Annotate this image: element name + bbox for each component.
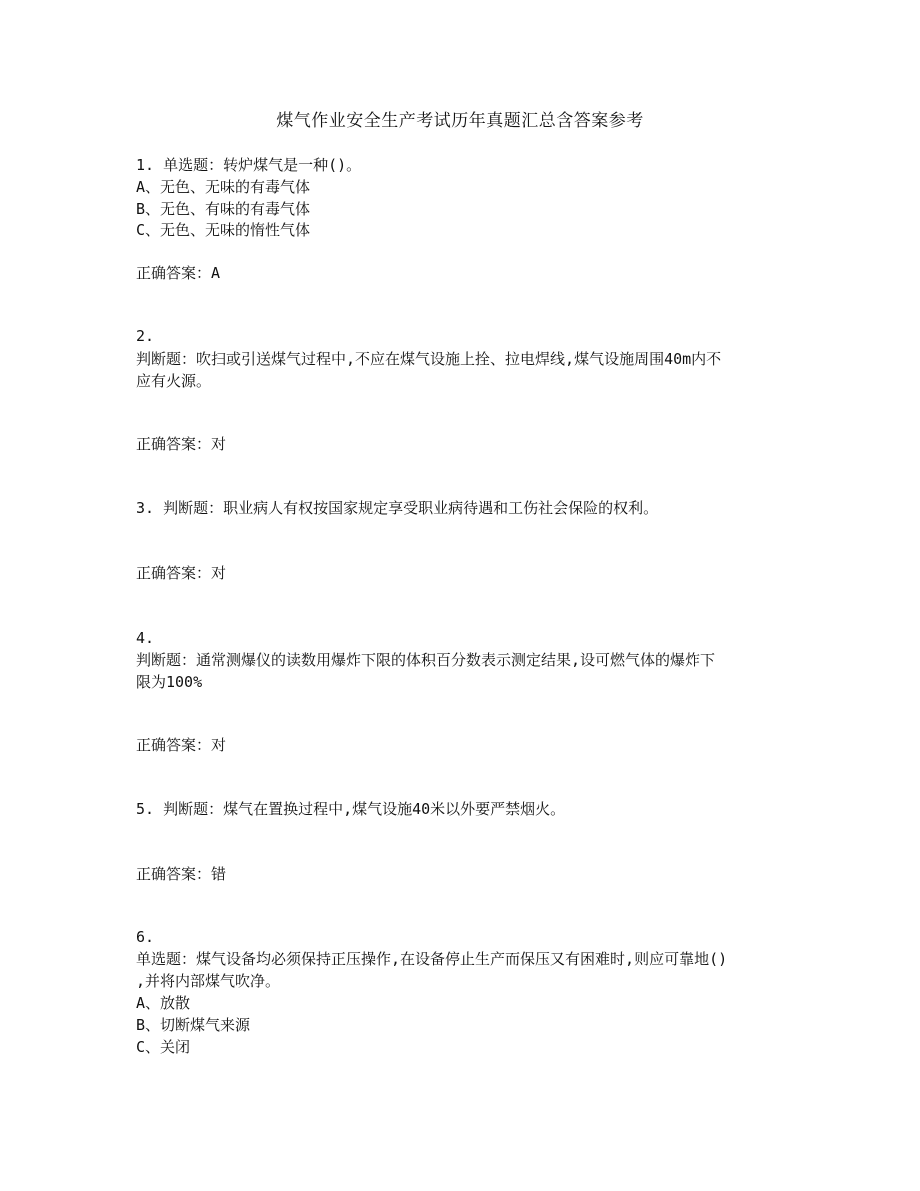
question-1-answer: 正确答案：A	[136, 264, 221, 282]
document-title: 煤气作业安全生产考试历年真题汇总含答案参考	[276, 111, 644, 131]
question-4-number: 4.	[136, 629, 155, 647]
question-1-option-c: C、无色、无味的惰性气体	[136, 221, 311, 239]
question-6-stem-line-2: ,并将内部煤气吹净。	[136, 972, 281, 990]
question-6-option-c: C、关闭	[136, 1038, 191, 1056]
question-4-stem-line-2: 限为100%	[136, 673, 203, 691]
question-4-answer: 正确答案：对	[136, 736, 227, 754]
question-6-option-b: B、切断煤气来源	[136, 1016, 251, 1034]
question-5-answer: 正确答案：错	[136, 865, 227, 883]
question-2-answer: 正确答案：对	[136, 435, 227, 453]
question-3-answer: 正确答案：对	[136, 564, 227, 582]
question-1-option-a: A、无色、无味的有毒气体	[136, 178, 311, 196]
question-1-option-b: B、无色、有味的有毒气体	[136, 200, 311, 218]
question-6-number: 6.	[136, 928, 155, 946]
question-6-stem-line-1: 单选题：煤气设备均必须保持正压操作,在设备停止生产而保压又有困难时,则应可靠地()	[136, 950, 728, 968]
question-2-stem-line-2: 应有火源。	[136, 372, 212, 390]
question-3-stem: 3. 判断题：职业病人有权按国家规定享受职业病待遇和工伤社会保险的权利。	[136, 499, 659, 517]
question-2-number: 2.	[136, 327, 155, 345]
question-4-stem-line-1: 判断题：通常测爆仪的读数用爆炸下限的体积百分数表示测定结果,设可燃气体的爆炸下	[136, 651, 716, 669]
question-1-stem: 1. 单选题：转炉煤气是一种()。	[136, 156, 362, 174]
question-6-option-a: A、放散	[136, 994, 191, 1012]
question-5-stem: 5. 判断题：煤气在置换过程中,煤气设施40米以外要严禁烟火。	[136, 800, 566, 818]
question-2-stem-line-1: 判断题：吹扫或引送煤气过程中,不应在煤气设施上拴、拉电焊线,煤气设施周围40m内不	[136, 350, 722, 368]
